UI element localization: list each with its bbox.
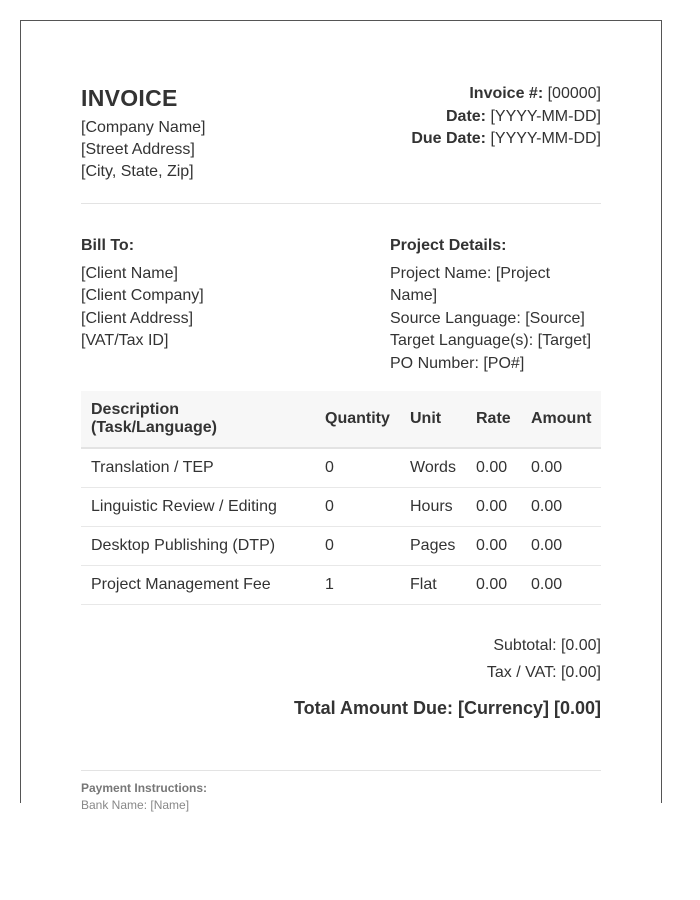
cell-unit: Words [400,448,466,488]
cell-rate: 0.00 [466,527,521,566]
cell-description: Linguistic Review / Editing [81,488,315,527]
company-street: [Street Address] [81,141,195,158]
invoice-number [411,83,601,106]
bill-to-line: [Client Address] [81,309,194,327]
cell-amount: 0.00 [521,566,601,605]
cell-amount: 0.00 [521,488,601,527]
header-description-line1: Description [91,401,180,418]
invoice-number-value: [00000] [547,85,601,102]
totals-section [294,635,601,719]
project-line: PO Number: [PO#] [390,354,525,372]
header-amount: Amount [521,391,601,448]
invoice-meta [411,83,601,151]
cell-quantity: 0 [315,448,400,488]
project-details-heading: Project Details: [390,237,507,254]
cell-description: Project Management Fee [81,566,315,605]
cell-description: Translation / TEP [81,448,315,488]
due-date [411,128,601,151]
cell-quantity: 1 [315,566,400,605]
table-row [81,448,601,488]
invoice-date-value: [YYYY-MM-DD] [490,107,601,125]
table-header-row [81,391,601,448]
cell-quantity: 0 [315,527,400,566]
cell-rate: 0.00 [466,488,521,527]
invoice-date-label: Date: [446,107,487,125]
company-name: [Company Name] [81,119,206,136]
invoice-number-label: Invoice #: [469,85,544,102]
invoice-header [81,83,601,183]
cell-rate: 0.00 [466,448,521,488]
project-line: Project Name: [Project Name] [390,264,551,304]
cell-unit: Hours [400,488,466,527]
header-rate: Rate [466,391,521,448]
cell-amount: 0.00 [521,527,601,566]
project-details-section [390,235,601,375]
cell-unit: Flat [400,566,466,605]
bill-to-line: [Client Company] [81,287,204,304]
bill-to-line: [VAT/Tax ID] [81,332,169,349]
total-amount-due: Total Amount Due: [Currency] [0.00] [293,698,601,718]
invoice-date [411,106,601,129]
payment-instructions-heading: Payment Instructions: [81,781,208,795]
invoice-page [20,20,662,812]
bill-to-heading: Bill To: [81,237,135,254]
due-date-label: Due Date: [411,130,487,147]
payment-bank-line: Bank Name: [Name] [81,798,190,812]
cell-quantity: 0 [315,488,400,527]
project-line: Source Language: [Source] [390,309,585,327]
table-row [81,527,601,566]
project-line: Target Language(s): [Target] [390,332,592,349]
bill-to-line: [Client Name] [81,264,178,282]
table-row [81,488,601,527]
table-row [81,566,601,605]
cell-description: Desktop Publishing (DTP) [81,527,315,566]
cell-unit: Pages [400,527,466,566]
cell-rate: 0.00 [466,566,521,605]
header-divider [81,203,601,204]
header-description [81,391,315,448]
tax-vat: Tax / VAT: [0.00] [486,664,601,681]
subtotal: Subtotal: [0.00] [493,637,601,654]
footer-divider [81,770,601,771]
invoice-title: INVOICE [81,85,178,111]
company-info [81,117,206,183]
header-description-line2: (Task/Language) [91,419,217,436]
bill-to-section [81,235,204,353]
cell-amount: 0.00 [521,448,601,488]
due-date-value: [YYYY-MM-DD] [490,130,601,147]
company-city: [City, State, Zip] [81,163,194,180]
line-items-table [81,391,601,605]
header-quantity: Quantity [315,391,400,448]
header-unit: Unit [400,391,466,448]
